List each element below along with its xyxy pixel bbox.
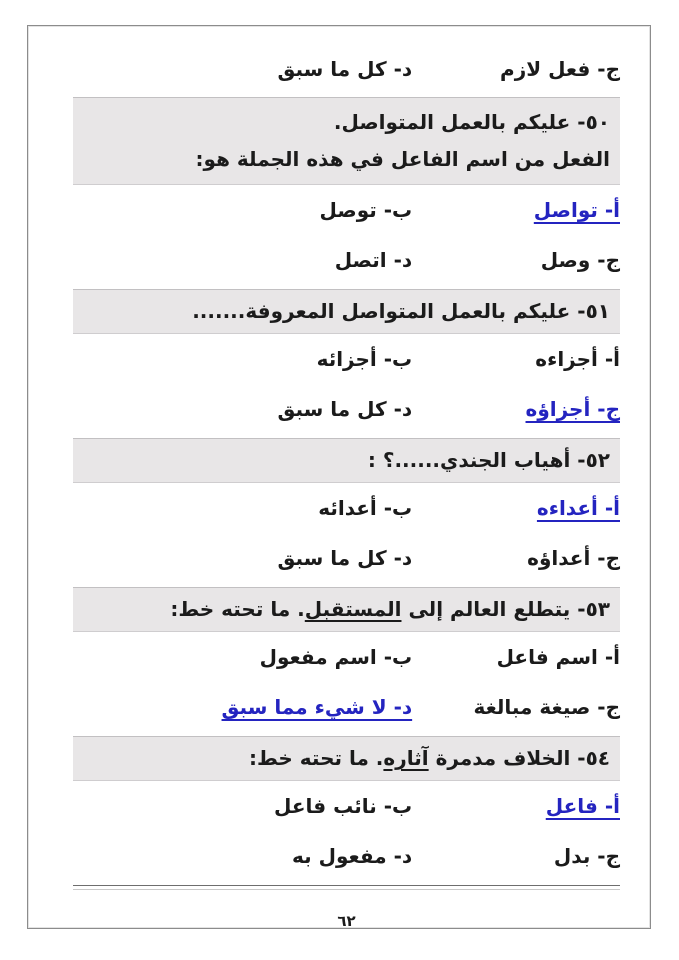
q53-underlined-word: المستقبل: [304, 597, 402, 621]
q51-option-a: أ- أجزاءه: [535, 347, 620, 371]
q54-option-b: ب- نائب فاعل: [273, 794, 413, 818]
question-51-prompt: [73, 289, 620, 334]
question-54-line1: [77, 743, 610, 774]
q50-option-a-highlighted: أ- تواصل: [533, 198, 620, 222]
q53-option-b: ب- اسم مفعول: [259, 645, 413, 669]
q54-prompt-post: . ما تحته خط:: [248, 746, 384, 770]
q52-option-c: ج- أعداؤه: [527, 546, 620, 570]
q53-option-c: ج- صيغة مبالغة: [473, 695, 620, 719]
q53-prompt-pre: ٥٣- يتطلع العالم إلى: [401, 597, 610, 621]
q50-option-c: ج- وصل: [540, 248, 620, 272]
q50-option-b: ب- توصل: [319, 198, 413, 222]
q54-option-c: ج- بدل: [553, 844, 620, 868]
question-50-line1: ٥٠- عليكم بالعمل المتواصل.: [333, 110, 610, 134]
question-52-prompt: [73, 438, 620, 483]
question-50-options-row-1: [73, 185, 620, 235]
q54-prompt-pre: ٥٤- الخلاف مدمرة: [428, 746, 610, 770]
question-53-options-row-1: [73, 632, 620, 682]
q52-option-a-highlighted: أ- أعداءه: [536, 496, 620, 520]
q53-option-a: أ- اسم فاعل: [496, 645, 620, 669]
q51-option-d: د- كل ما سبق: [277, 397, 413, 421]
q54-option-a-highlighted: أ- فاعل: [545, 794, 620, 818]
question-53-options-row-2: [73, 682, 620, 732]
q52-option-b: ب- أعدائه: [318, 496, 413, 520]
q52-option-d: د- كل ما سبق: [277, 546, 413, 570]
q53-option-d-highlighted: د- لا شيء مما سبق: [221, 695, 413, 719]
question-54-prompt: [73, 736, 620, 781]
question-52-options-row-1: [73, 483, 620, 533]
prev-option-d: د- كل ما سبق: [277, 57, 413, 81]
question-50-prompt: [73, 97, 620, 185]
q51-option-c-highlighted: ج- أجزاؤه: [525, 397, 620, 421]
q50-option-d: د- اتصل: [334, 248, 413, 272]
question-51-line1: ٥١- عليكم بالعمل المتواصل المعروفة.......: [192, 299, 610, 323]
prev-question-options-row: [73, 25, 620, 93]
question-53-prompt: [73, 587, 620, 632]
question-50-line2: الفعل من اسم الفاعل في هذه الجملة هو:: [195, 147, 610, 171]
question-52-options-row-2: [73, 533, 620, 583]
question-52-line1: ٥٢- أهياب الجندي......؟ :: [367, 448, 610, 472]
question-50-options-row-2: [73, 235, 620, 285]
q54-option-d: د- مفعول به: [292, 844, 413, 868]
question-54: [73, 736, 620, 881]
question-51-options-row-1: [73, 334, 620, 384]
question-54-options-row-2: [73, 831, 620, 881]
question-51-options-row-2: [73, 384, 620, 434]
footer-divider: [73, 885, 620, 890]
q54-underlined-word: آثاره: [383, 746, 429, 770]
worksheet-content: [73, 25, 620, 930]
q53-prompt-post: . ما تحته خط:: [170, 597, 305, 621]
question-53: [73, 587, 620, 732]
question-53-line1: [77, 594, 610, 625]
question-51: [73, 289, 620, 434]
page-number: ٦٢: [337, 912, 356, 930]
question-52: [73, 438, 620, 583]
prev-option-c: ج- فعل لازم: [500, 57, 620, 81]
q51-option-b: ب- أجزائه: [316, 347, 413, 371]
question-54-options-row-1: [73, 781, 620, 831]
question-50: [73, 97, 620, 285]
